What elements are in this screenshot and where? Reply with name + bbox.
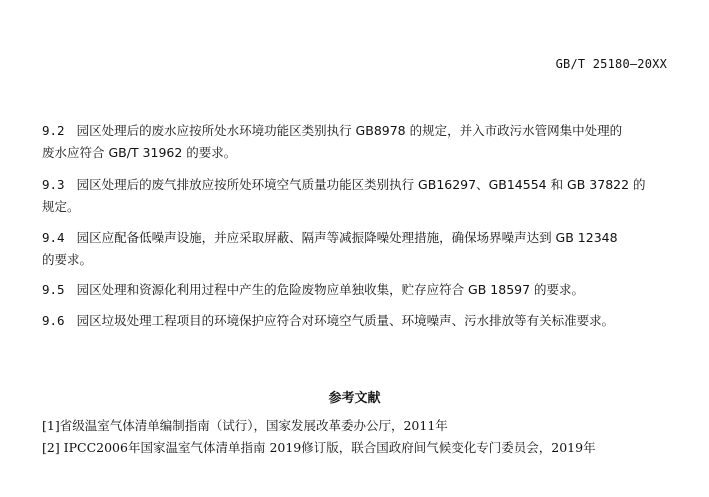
clause-9-2	[42, 120, 669, 164]
clause-number: 9.4	[42, 230, 65, 245]
clause-9-4	[42, 227, 669, 271]
clause-9-3	[42, 174, 669, 218]
clause-text-line: 废水应符合 GB/T 31962 的要求。	[42, 145, 237, 160]
clause-text-line: 园区处理后的废气排放应按所处环境空气质量功能区类别执行 GB16297、GB14554 和 GB 37822 的	[76, 177, 646, 192]
clause-number: 9.2	[42, 123, 65, 138]
clause-text-line: 园区应配备低噪声设施，并应采取屏蔽、隔声等减振降噪处理措施，确保场界噪声达到 GB 12348	[76, 230, 618, 245]
standard-number: GB/T 25180—20XX	[555, 57, 667, 71]
clause-text-line: 的要求。	[42, 252, 93, 267]
reference-item: [2] IPCC2006年国家温室气体清单指南 2019修订版，联合国政府间气候变化专门委员会，2019年	[42, 440, 596, 455]
clause-text-line: 园区处理和资源化利用过程中产生的危险废物应单独收集，贮存应符合 GB 18597 的要求。	[76, 282, 585, 297]
clause-9-5	[42, 279, 669, 301]
clause-number: 9.5	[42, 282, 65, 297]
references-title: 参考文献	[328, 391, 381, 406]
clause-number: 9.6	[42, 313, 65, 328]
reference-item: [1]省级温室气体清单编制指南（试行），国家发展改革委办公厅，2011年	[42, 418, 448, 433]
clause-text-line: 规定。	[42, 199, 80, 214]
clause-9-6	[42, 310, 669, 332]
clause-text-line: 园区处理后的废水应按所处水环境功能区类别执行 GB8978 的规定，并入市政污水管网集中处理的	[76, 123, 623, 138]
clause-text-line: 园区垃圾处理工程项目的环境保护应符合对环境空气质量、环境噪声、污水排放等有关标准要求。	[76, 313, 615, 328]
clause-number: 9.3	[42, 177, 65, 192]
